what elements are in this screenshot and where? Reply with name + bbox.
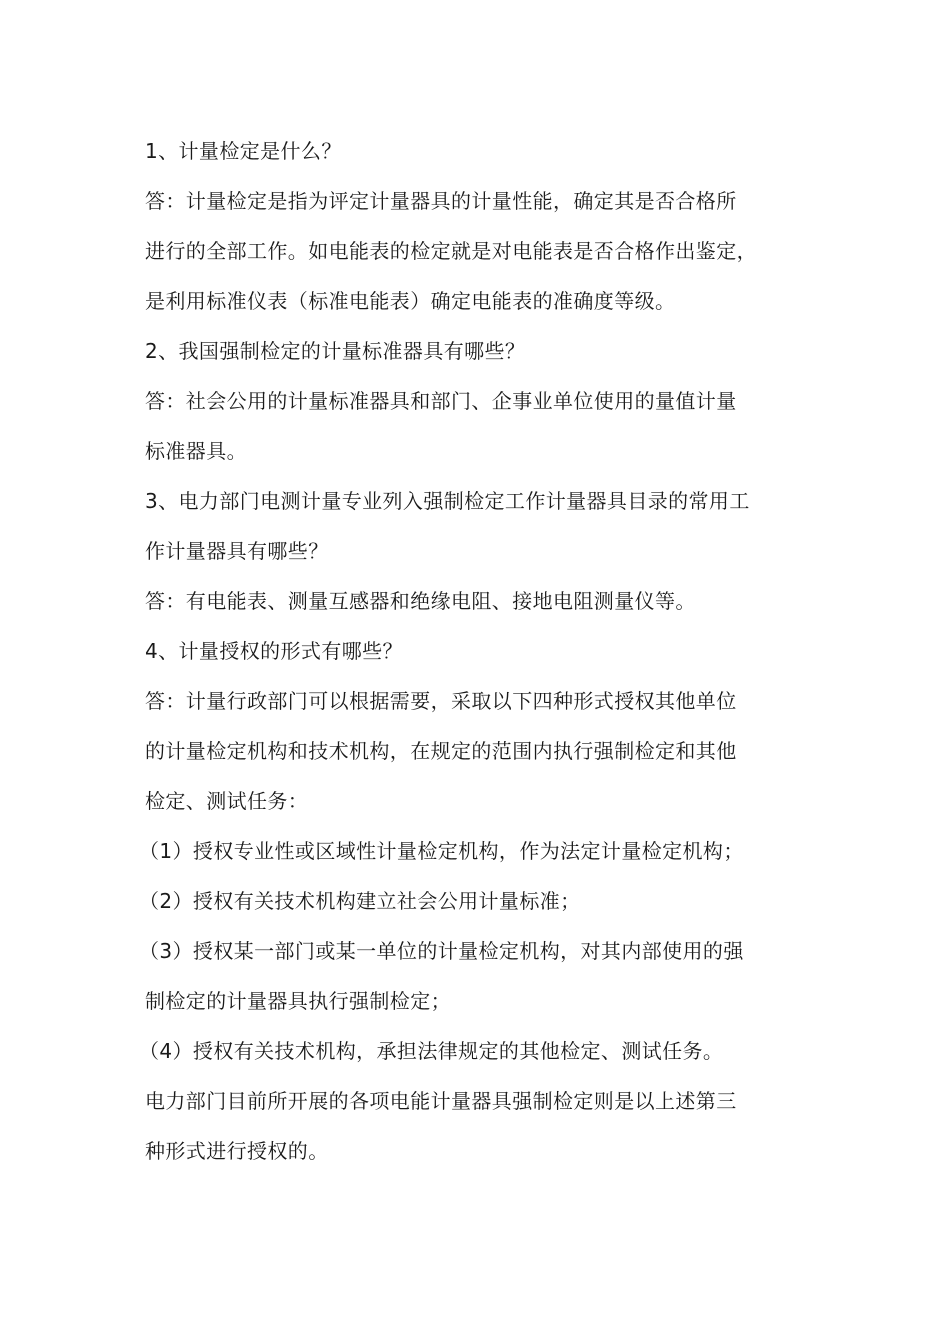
question-1-heading: 1、计量检定是什么？ [145, 139, 342, 163]
answer-4-item-4: （4）授权有关技术机构，承担法律规定的其他检定、测试任务。 [139, 1039, 724, 1063]
answer-1-line-2: 进行的全部工作。如电能表的检定就是对电能表是否合格作出鉴定， [145, 239, 757, 263]
answer-4-item-3-line-2: 制检定的计量器具执行强制检定； [145, 989, 451, 1013]
closing-paragraph-line-1: 电力部门目前所开展的各项电能计量器具强制检定则是以上述第三 [145, 1089, 737, 1113]
answer-4-line-3: 检定、测试任务： [145, 789, 309, 813]
question-2-heading: 2、我国强制检定的计量标准器具有哪些？ [145, 339, 526, 363]
closing-paragraph-line-2: 种形式进行授权的。 [145, 1139, 329, 1163]
question-3-heading-line-2: 作计量器具有哪些？ [145, 539, 329, 563]
answer-2-line-1: 答：社会公用的计量标准器具和部门、企事业单位使用的量值计量 [145, 389, 737, 413]
document-body [139, 126, 810, 1176]
answer-1-line-1: 答：计量检定是指为评定计量器具的计量性能，确定其是否合格所 [145, 189, 737, 213]
answer-4-item-1: （1）授权专业性或区域性计量检定机构，作为法定计量检定机构； [139, 839, 744, 863]
answer-4-line-2: 的计量检定机构和技术机构，在规定的范围内执行强制检定和其他 [145, 739, 737, 763]
answer-1-line-3: 是利用标准仪表（标准电能表）确定电能表的准确度等级。 [145, 289, 676, 313]
answer-2-line-2: 标准器具。 [145, 439, 247, 463]
answer-3-line-1: 答：有电能表、测量互感器和绝缘电阻、接地电阻测量仪等。 [145, 589, 696, 613]
answer-4-line-1: 答：计量行政部门可以根据需要，采取以下四种形式授权其他单位 [145, 689, 737, 713]
answer-4-item-2: （2）授权有关技术机构建立社会公用计量标准； [139, 889, 581, 913]
question-4-heading: 4、计量授权的形式有哪些？ [145, 639, 403, 663]
question-3-heading-line-1: 3、电力部门电测计量专业列入强制检定工作计量器具目录的常用工 [145, 489, 750, 513]
answer-4-item-3-line-1: （3）授权某一部门或某一单位的计量检定机构，对其内部使用的强 [139, 939, 744, 963]
